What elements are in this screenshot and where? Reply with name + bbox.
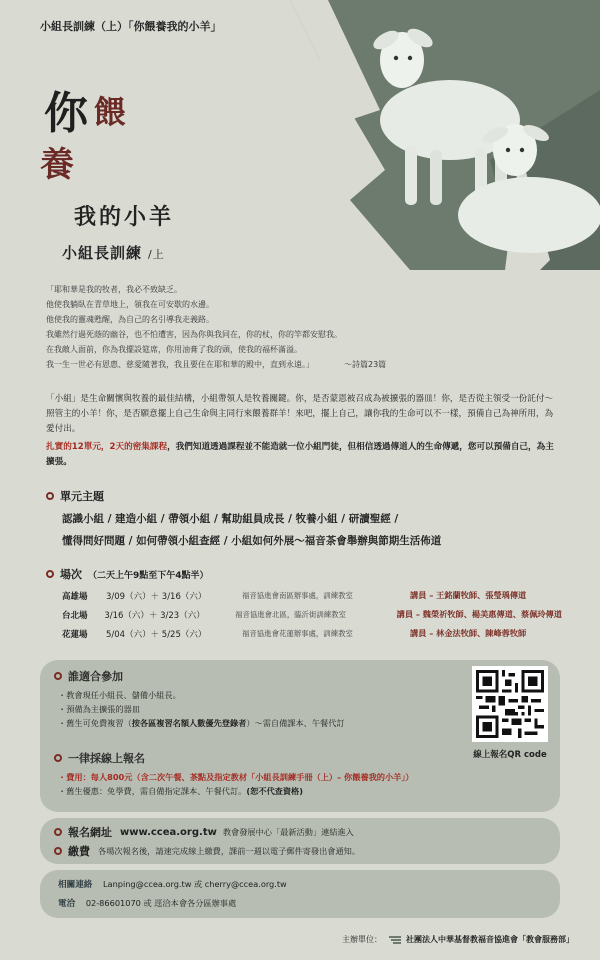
session-row bbox=[62, 586, 562, 605]
who-heading bbox=[54, 668, 123, 684]
psalm-reference: ～詩篇23篇 bbox=[344, 360, 387, 369]
who-heading-text: 誰適合參加 bbox=[68, 670, 123, 683]
intro-paragraph: 「小組」是生命關懷與牧養的最佳結構，小組帶領人是牧養關鍵。你，是否蒙恩被召成為被擴張的器皿！你，是否從主領受一份託付～照管主的小羊！你，是否願意擺上自己生命與主同行來餵養群羊！來吧，擺上自己，讓你我的生命可以不一樣，預備自己為神所用，為愛付出。 bbox=[46, 394, 554, 434]
web-row bbox=[54, 824, 354, 840]
title-subtitle: 我的小羊 bbox=[74, 205, 175, 230]
session-row bbox=[62, 624, 562, 643]
organizer-logo-icon bbox=[388, 935, 402, 945]
title-char-ni: 你 bbox=[44, 88, 88, 139]
promo-paragraph bbox=[46, 440, 554, 470]
sessions-table bbox=[62, 586, 562, 643]
session-dates: 5/04（六）＋ 5/25（六） bbox=[106, 629, 207, 640]
series-tag: 小組長訓練（上）「你餵養我的小羊」 bbox=[40, 20, 222, 33]
who-item: ・預備為主擴張的器皿 bbox=[58, 704, 140, 714]
sessions-heading bbox=[46, 566, 209, 582]
session-dates: 3/16（六）＋ 3/23（六） bbox=[104, 610, 205, 621]
promo-rest: ，我們知道透過課程並不能造就一位小組門徒，但相信透過傳道人的生命傳遞，您可以預備自己，為主擴張。 bbox=[46, 442, 554, 467]
lamb-photo bbox=[290, 0, 600, 270]
psalm-line-last bbox=[46, 357, 566, 372]
organizer-name: 社團法人中華基督教福音協進會「教會服務部」 bbox=[406, 935, 574, 944]
contact-phone-row bbox=[58, 897, 236, 909]
web-desc: 教會發展中心「最新活動」連結進入 bbox=[222, 826, 354, 837]
units-heading-text: 單元主題 bbox=[60, 490, 104, 503]
who-item: ・舊生可免費複習（ bbox=[58, 718, 132, 728]
promo-highlight: 扎實的12單元，2天的密集課程 bbox=[46, 442, 168, 452]
circle-bullet-icon bbox=[46, 492, 54, 500]
qr-label: 線上報名QR code bbox=[473, 750, 547, 760]
session-place: 福音協進會北區，臨沂街訓練教室 bbox=[235, 610, 346, 619]
session-speakers: 講員 – 王銘蘭牧師、張瑩瑀傳道 bbox=[410, 590, 527, 600]
contact-email-row bbox=[58, 878, 287, 890]
units-heading bbox=[46, 488, 104, 504]
session-place: 福音協進會花蓮辦事處，訓練教室 bbox=[242, 629, 353, 638]
session-city: 台北場 bbox=[62, 610, 88, 621]
course-name: 小組長訓練 bbox=[62, 244, 143, 262]
review-tail: ）～需自備課本、午餐代訂 bbox=[246, 718, 345, 728]
organizer bbox=[342, 934, 574, 945]
course-part: /上 bbox=[148, 248, 165, 261]
pay-row bbox=[54, 843, 360, 859]
phone-label: 電洽 bbox=[58, 899, 76, 909]
unit-topics bbox=[62, 508, 562, 552]
circle-bullet-icon bbox=[54, 828, 62, 836]
alumni-discount bbox=[58, 784, 538, 798]
fee-info: ・費用：每人800元（含二次午餐、茶點及指定教材「小組長訓練手冊（上）– 你餵養我的小羊」） bbox=[58, 772, 414, 782]
sessions-time: （二天上午9點至下午4點半） bbox=[88, 570, 209, 581]
registration-panel bbox=[40, 660, 560, 812]
circle-bullet-icon bbox=[46, 570, 54, 578]
session-speakers: 講員 – 魏榮祈牧師、楊美惠傳道、蔡佩玲傳道 bbox=[396, 609, 562, 619]
circle-bullet-icon bbox=[54, 847, 62, 855]
who-item: ・教會現任小組長、儲備小組長。 bbox=[58, 690, 181, 700]
topic-line: 懂得問好問題 / 如何帶領小組查經 / 小組如何外展～福音茶會舉辦與節期生活佈道 bbox=[62, 535, 442, 547]
psalm-line: 「耶和華是我的牧者，我必不致缺乏。 bbox=[46, 285, 182, 294]
web-label: 報名網址 bbox=[68, 826, 112, 839]
circle-bullet-icon bbox=[54, 754, 62, 762]
contact-label: 相關連絡 bbox=[58, 880, 93, 890]
psalm-line: 我雖然行過死蔭的幽谷，也不怕遭害，因為你與我同在，你的杖，你的竿都安慰我。 bbox=[46, 330, 342, 339]
register-heading bbox=[54, 750, 145, 766]
web-pay-panel bbox=[40, 818, 560, 864]
title-char-wei: 餵 bbox=[94, 93, 127, 131]
who-item-review bbox=[58, 716, 458, 730]
pay-label: 繳費 bbox=[68, 845, 90, 858]
title-char-yang: 養 bbox=[40, 145, 74, 185]
psalm-line: 他使我躺臥在青草地上，領我在可安歇的水邊。 bbox=[46, 300, 214, 309]
session-place: 福音協進會南區辦事處，訓練教室 bbox=[242, 591, 353, 600]
topic-line: 認識小組 / 建造小組 / 帶領小組 / 幫助組員成長 / 牧養小組 / 研讀聖經 / bbox=[62, 513, 399, 525]
session-city: 花蓮場 bbox=[62, 629, 88, 640]
psalm-line: 他使我的靈魂甦醒，為自己的名引導我走義路。 bbox=[46, 315, 214, 324]
alumni-note: (恕不代查資格) bbox=[246, 786, 303, 796]
register-heading-text: 一律採線上報名 bbox=[68, 752, 145, 765]
pay-desc: 各場次報名後，請速完成線上繳費，課前一週以電子郵件寄發出會通知。 bbox=[98, 845, 361, 856]
psalm-line: 在我敵人面前，你為我擺設筵席，你用油膏了我的頭，使我的福杯滿溢。 bbox=[46, 345, 302, 354]
sessions-heading-text: 場次 bbox=[60, 568, 82, 581]
registration-url-link[interactable]: www.ccea.org.tw bbox=[120, 826, 217, 838]
contact-emails[interactable]: Lanping@ccea.org.tw 或 cherry@ccea.org.tw bbox=[103, 879, 287, 889]
session-dates: 3/09（六）＋ 3/16（六） bbox=[106, 591, 207, 602]
session-row bbox=[62, 605, 562, 624]
psalm-quote bbox=[46, 282, 566, 372]
contact-phone: 02-86601070 或 逕洽本會各分區辦事處 bbox=[85, 898, 237, 908]
session-city: 高雄場 bbox=[62, 591, 88, 602]
alumni-text: ・舊生優惠：免學費，需自備指定課本、午餐代訂。 bbox=[58, 786, 247, 796]
contact-panel bbox=[40, 870, 560, 918]
psalm-line: 我一生一世必有恩惠、慈愛隨著我，我且要住在耶和華的殿中，直到永遠。」 bbox=[46, 360, 314, 369]
course-title bbox=[62, 242, 165, 263]
register-list bbox=[58, 770, 538, 798]
organizer-label: 主辦單位： bbox=[342, 935, 382, 944]
who-list bbox=[58, 688, 458, 730]
session-speakers: 講員 – 林金法牧師、陳峰蓉牧師 bbox=[410, 628, 527, 638]
review-priority: 按各區複習名額人數優先登錄者 bbox=[131, 718, 247, 728]
qr-code-icon[interactable] bbox=[472, 666, 548, 742]
lamb-figurines-image bbox=[290, 0, 600, 270]
circle-bullet-icon bbox=[54, 672, 62, 680]
